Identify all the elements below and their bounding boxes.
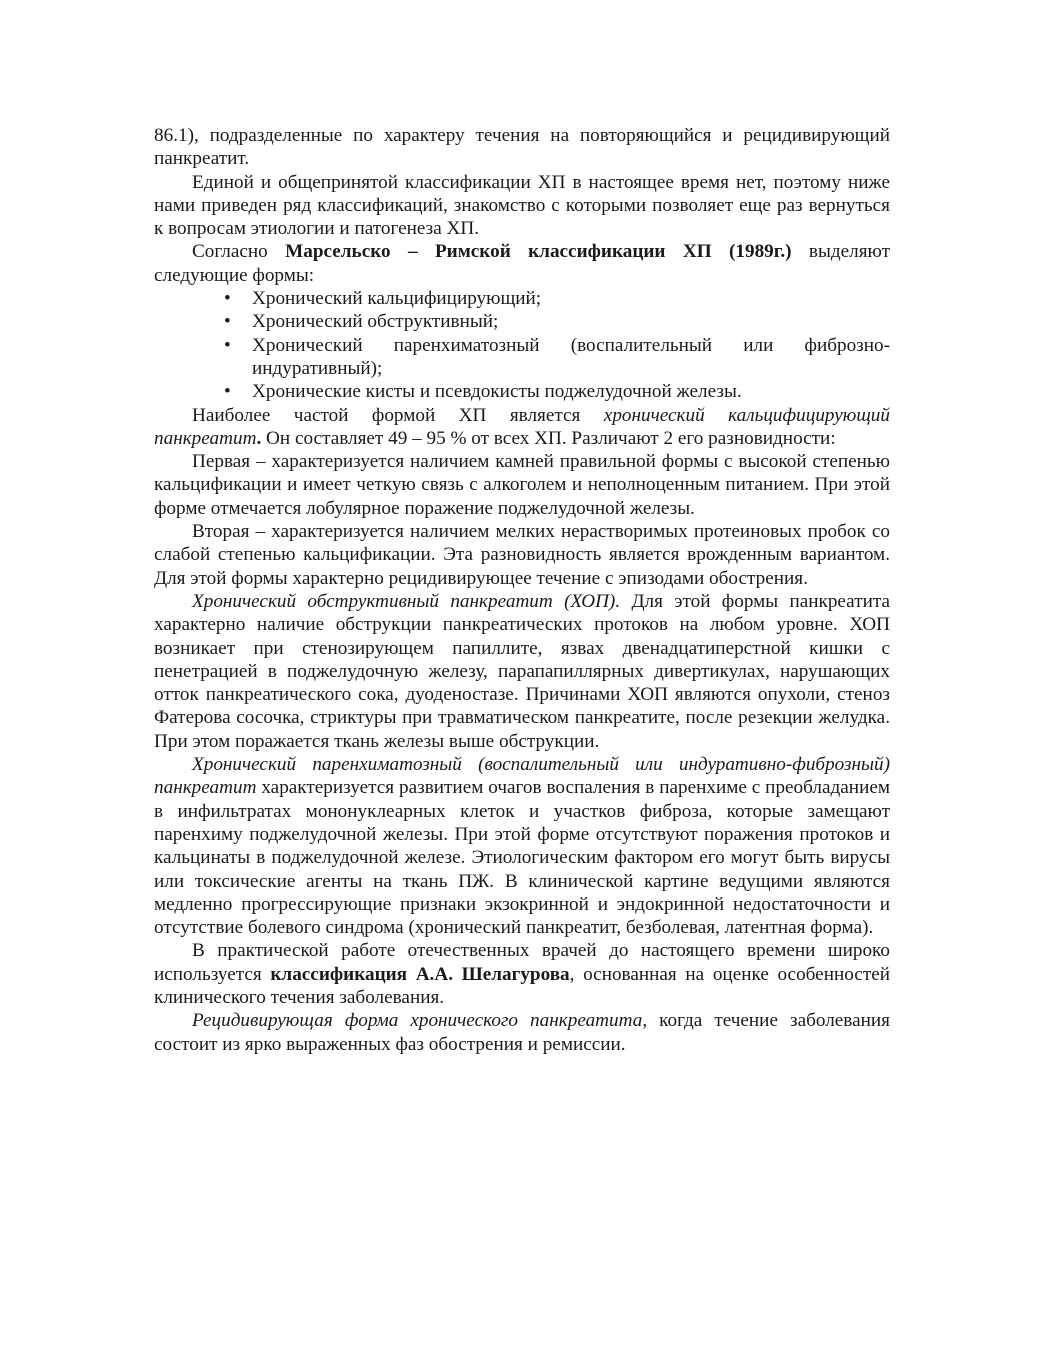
text-run: В практической работе отечественных врачей до настоящего времени широко используется <box>154 940 890 985</box>
classification-name-bold: классификация А.А. Шелагурова <box>270 963 570 985</box>
list-item-text: Хронический паренхиматозный (воспалительный или фиброзно-индуративный); <box>252 334 890 379</box>
text-run: Наиболее частой формой ХП является <box>192 404 604 426</box>
paragraph-obstructive <box>154 590 890 753</box>
text-run-bold: . <box>256 427 262 449</box>
list-item-text: Хронический обструктивный; <box>252 311 499 333</box>
paragraph-marseille-rome <box>154 240 890 287</box>
paragraph-no-classification: Единой и общепринятой классификации ХП в настоящее время нет, поэтому ниже нами приведен ряд классификаций, знакомство с которыми позволяет еще раз вернуться к вопросам этиологии и патогенеза ХП. <box>154 171 890 240</box>
paragraph-second-variant: Вторая – характеризуется наличием мелких нерастворимых протеиновых пробок со слабой степенью кальцификации. Эта разновидность является врожденным вариантом. Для этой формы характерно рецидивирующее течение с эпизодами обострения. <box>154 521 890 589</box>
paragraph-calcifying <box>154 404 890 451</box>
list-item-text: Хронические кисты и псевдокисты поджелудочной железы. <box>252 381 742 403</box>
bullet-icon: • <box>224 381 231 403</box>
bullet-icon: • <box>224 311 231 333</box>
classification-name-bold: Марсельско – Римской классификации ХП (1989г.) <box>285 241 792 263</box>
term-italic: Хронический паренхиматозный (воспалительный или индуративно-фиброзный) панкреатит <box>154 754 890 799</box>
term-italic: Рецидивирующая форма хронического панкреатита <box>192 1010 643 1032</box>
text-run: выделяют следующие формы: <box>154 241 890 286</box>
list-item <box>212 380 890 403</box>
paragraph-shelagurov <box>154 939 890 1009</box>
text-run: Для этой формы панкреатита характерно наличие обструкции панкреатических протоков на любом уровне. ХОП возникает при стенозирующем папиллите, язвах двенадцатиперстной кишки с пенетрацией в поджелудочную железу, парапапиллярных дивертикулах, нарушающих отток панкреатического сока, дуоденостазе. Причинами ХОП являются опухоли, стеноз Фатерова сосочка, стриктуры при травматическом панкреатите, после резекции желудка. При этом поражается ткань железы выше обструкции. <box>154 590 890 752</box>
list-item-text: Хронический кальцифицирующий; <box>252 288 542 310</box>
list-item <box>212 334 890 381</box>
document-page <box>154 124 890 1056</box>
paragraph-first-variant: Первая – характеризуется наличием камней правильной формы с высокой степенью кальцификации и имеет четкую связь с алкоголем и неполноценным питанием. При этой форме отмечается лобулярное поражение поджелудочной железы. <box>154 451 890 519</box>
list-item <box>212 310 890 333</box>
forms-list <box>154 287 890 403</box>
paragraph-recurrent-form <box>154 1009 890 1056</box>
paragraph-parenchymal <box>154 753 890 939</box>
term-italic: Хронический обструктивный панкреатит (ХОП). <box>192 590 621 612</box>
paragraph-continuation: 86.1), подразделенные по характеру течения на повторяющийся и рецидивирующий панкреатит. <box>154 125 890 170</box>
list-item <box>212 287 890 310</box>
text-run: , когда течение заболевания состоит из ярко выраженных фаз обострения и ремиссии. <box>154 1010 890 1055</box>
text-run: Согласно <box>192 241 286 263</box>
bullet-icon: • <box>224 288 231 310</box>
text-run: , основанная на оценке особенностей клинического течения заболевания. <box>154 963 890 1008</box>
term-italic: хронический кальцифицирующий панкреатит <box>154 404 890 449</box>
text-run: характеризуется развитием очагов воспаления в паренхиме с преобладанием в инфильтратах мононуклеарных клеток и участков фиброза, которые замещают паренхиму поджелудочной железы. При этой форме отсутствуют поражения протоков и кальцинаты в поджелудочной железе. Этиологическим фактором его могут быть вирусы или токсические агенты на ткань ПЖ. В клинической картине ведущими являются медленно прогрессирующие признаки экзокринной и эндокринной недостаточности и отсутствие болевого синдрома (хронический панкреатит, безболевая, латентная форма). <box>154 777 890 939</box>
text-run: Он составляет 49 – 95 % от всех ХП. Различают 2 его разновидности: <box>261 427 836 449</box>
bullet-icon: • <box>224 334 231 356</box>
